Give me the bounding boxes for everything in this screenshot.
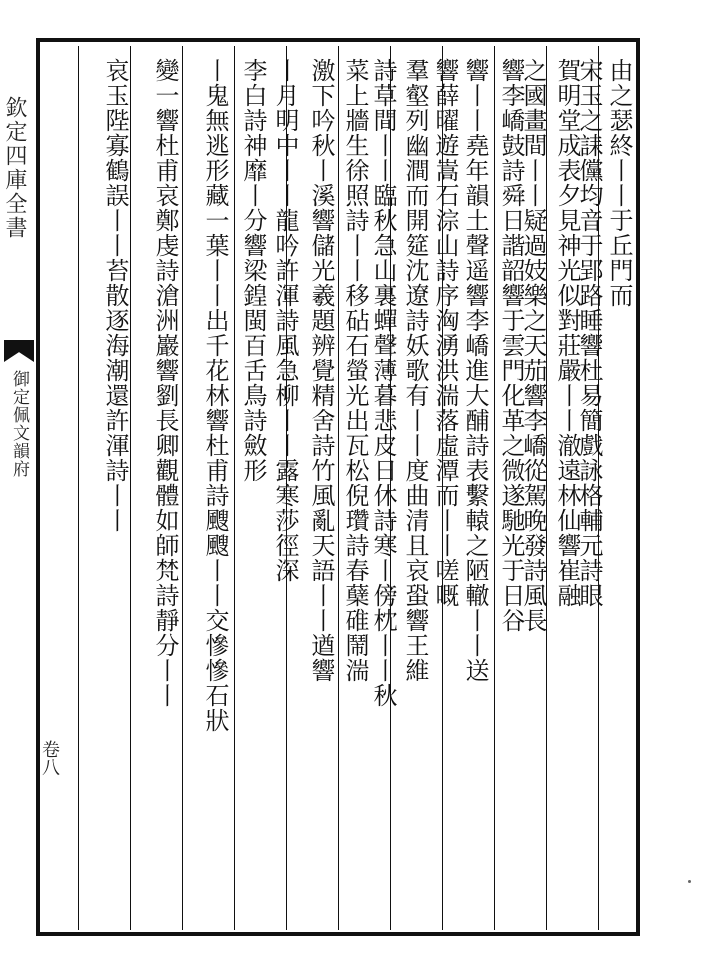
book-title: 欽定四庫全書 (2, 96, 27, 240)
column-rule (494, 46, 495, 930)
text-column: 響丨丨堯年韻土聲遥響李嶠進大酺詩表繫轅之陋轍丨丨送 (461, 58, 489, 683)
text-column: 哀玉陛寡鶴誤丨丨苔散逐海潮還許渾詩丨丨 (101, 58, 129, 533)
text-column: 由之瑟終丨丨于丘門而 (605, 58, 633, 308)
text-column: 賀明堂成表夕見神光似對莊嚴丨丨澈遠林仙響崔融 (553, 58, 581, 608)
text-column: 菜上牆生徐照詩丨丨移砧石螢光出瓦松倪瓚詩春蘖碓鬧湍 (341, 58, 369, 683)
book-subtitle: 御定佩文韻府 (9, 370, 29, 478)
column-rule (78, 46, 79, 930)
text-column: 響李嶠鼓詩舜日諧韶響于雲門化革之微遂馳光于日谷 (497, 58, 525, 633)
text-column: 李白詩神靡丨分響梁鍠閩百舌鳥詩斂形 (239, 58, 267, 483)
text-column: 變一響杜甫哀鄭虔詩滄洲巖響劉長卿觀體如師梵詩靜分丨丨 (151, 58, 179, 708)
fishtail-mark-icon (4, 340, 34, 362)
text-column: 響薛曜遊嵩石淙山詩序洶湧洪湍落虛潭而丨丨嗟嘅 (431, 58, 459, 608)
paper-speck (688, 880, 691, 883)
text-column: 宋玉之誄儻均音于郢路睡響杜易簡戲詠格輔元詩眼 (575, 58, 603, 608)
text-column: 之國畫間丨丨疑過妓樂之天茄響李嶠從駕晚發詩風長 (519, 58, 547, 633)
book-margin-strip (0, 40, 37, 600)
text-column: 詩草間丨丨臨秋急山裏蟬聲薄暮悲皮日休詩寒丨傍枕丨丨秋 (369, 58, 397, 708)
text-column: 羣壑列幽澗而開筵沈遼詩妖歌有丨丨度曲清且哀蛩響王維 (401, 58, 429, 683)
text-column: 激下吟秋丨溪響儲光羲題辨覺精舍詩竹風亂天語丨丨遒響 (307, 58, 335, 683)
column-rule (182, 46, 183, 930)
text-column: 丨鬼無逃形藏一葉丨丨出千花林響杜甫詩颼颼丨丨交慘慘石狀 (201, 58, 229, 733)
text-column: 丨月明中丨丨龍吟許渾詩風急柳丨丨露寒莎徑深 (271, 58, 299, 583)
column-rule (130, 46, 131, 930)
column-rule (338, 46, 339, 930)
page-number: 卷八 (39, 740, 60, 776)
column-rule (234, 46, 235, 930)
